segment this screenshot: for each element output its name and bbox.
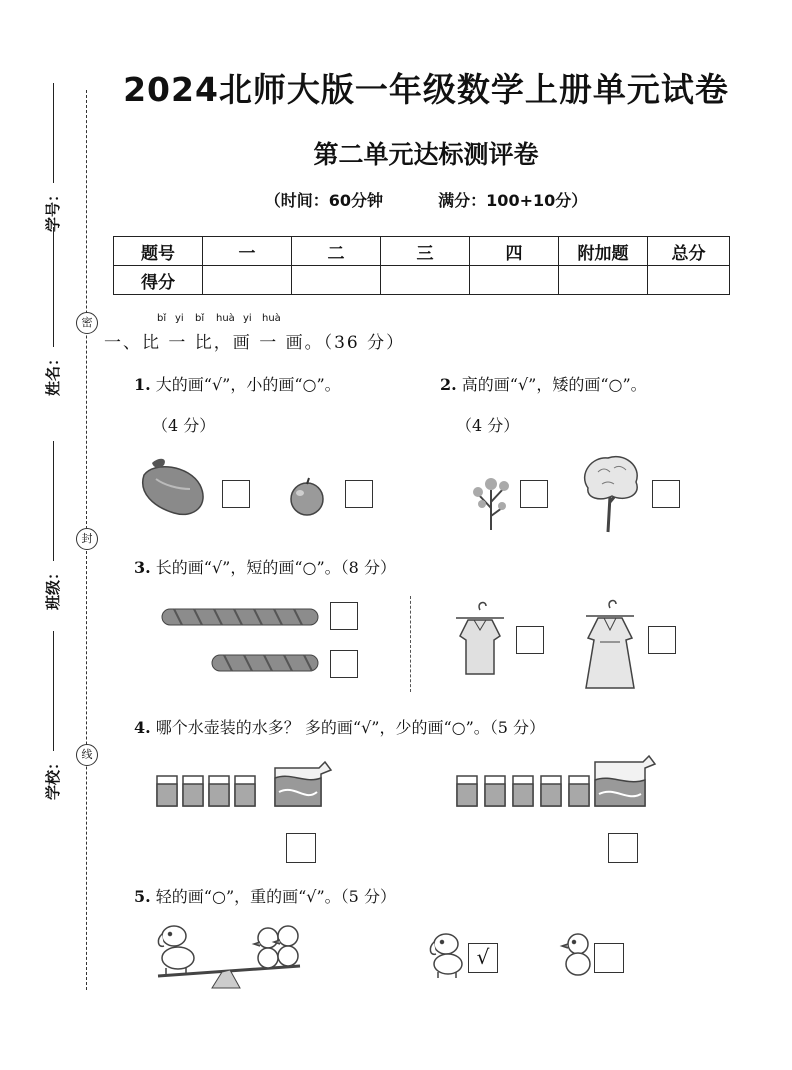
mango-image (134, 455, 210, 521)
exam-meta (0, 188, 792, 211)
score-table-score-row (114, 266, 730, 295)
pinyin-syllable: yi (243, 313, 252, 324)
divider (410, 596, 411, 692)
page-title: 2024北师大版一年级数学上册单元试卷 (123, 70, 729, 109)
question-5 (134, 884, 396, 907)
question-number: 5. (134, 887, 151, 906)
score-header-cell: 四 (470, 237, 559, 266)
answer-box[interactable] (286, 833, 316, 863)
score-header-cell: 三 (381, 237, 470, 266)
score-table-header-row (114, 237, 730, 266)
section-heading: 一、比 一 比，画 一 画。（36 分） (104, 333, 406, 353)
question-text: 大的画“√”，小的画“○”。 (155, 375, 341, 394)
student-no-field[interactable] (42, 83, 63, 232)
short-rope-image (210, 652, 320, 674)
school-label: 学校： (44, 754, 62, 800)
score-header-cell: 一 (203, 237, 292, 266)
seal-mark: 封 (76, 528, 98, 550)
name-label: 姓名： (44, 350, 62, 396)
long-dress-image (580, 598, 640, 690)
small-tree-image (468, 470, 514, 532)
answer-box[interactable] (608, 833, 638, 863)
pinyin-syllable: bǐ (195, 313, 205, 324)
apple-image (286, 476, 328, 516)
question-1-points: （4 分） (152, 416, 216, 435)
answer-box[interactable] (594, 943, 624, 973)
chick-image (560, 932, 596, 978)
question-text: 轻的画“○”，重的画“√”。（5 分） (155, 887, 396, 906)
pinyin-syllable: huà (216, 313, 235, 324)
pinyin-syllable: huà (262, 313, 281, 324)
question-number: 2. (440, 375, 457, 394)
pinyin-syllable: bǐ (157, 313, 167, 324)
page-subtitle: 第二单元达标测评卷 (313, 140, 539, 169)
question-number: 4. (134, 718, 151, 737)
score-header-cell: 题号 (114, 237, 203, 266)
full-score: 满分：100+10分） (438, 191, 588, 210)
class-label: 班级： (44, 564, 62, 610)
name-field[interactable] (42, 227, 63, 396)
cups-and-kettle-right (455, 756, 660, 810)
tall-tree-image (580, 452, 644, 534)
time-limit: （时间：60分钟 (264, 191, 384, 210)
question-2-points: （4 分） (456, 416, 520, 435)
score-cell[interactable] (381, 266, 470, 295)
seal-mark: 线 (76, 744, 98, 766)
question-1 (134, 372, 341, 395)
seal-mark: 密 (76, 312, 98, 334)
score-table (113, 236, 730, 295)
answer-box[interactable] (652, 480, 680, 508)
score-cell[interactable] (203, 266, 292, 295)
score-header-cell: 二 (292, 237, 381, 266)
score-cell[interactable] (648, 266, 730, 295)
score-header-cell: 附加题 (559, 237, 648, 266)
long-rope-image (160, 606, 320, 628)
school-field[interactable] (42, 631, 63, 800)
question-text: 长的画“√”，短的画“○”。（8 分） (155, 558, 396, 577)
answer-box-checked[interactable]: √ (468, 943, 498, 973)
answer-box[interactable] (648, 626, 676, 654)
question-number: 3. (134, 558, 151, 577)
question-text: 高的画“√”，矮的画“○”。 (461, 375, 647, 394)
answer-box[interactable] (516, 626, 544, 654)
question-2 (440, 372, 647, 395)
cups-and-kettle-left (155, 762, 335, 810)
seesaw-image (150, 920, 310, 990)
question-text: 哪个水壶装的水多？ 多的画“√”，少的画“○”。（5 分） (155, 718, 546, 737)
score-header-cell: 总分 (648, 237, 730, 266)
short-dress-image (452, 600, 508, 678)
score-cell[interactable] (559, 266, 648, 295)
question-3 (134, 555, 396, 578)
class-field[interactable] (42, 441, 63, 610)
answer-box[interactable] (330, 650, 358, 678)
student-no-label: 学号： (44, 186, 62, 232)
score-cell[interactable] (292, 266, 381, 295)
answer-box[interactable] (222, 480, 250, 508)
question-4 (134, 715, 545, 738)
answer-box[interactable] (520, 480, 548, 508)
answer-box[interactable] (345, 480, 373, 508)
score-row-label: 得分 (114, 266, 203, 295)
answer-box[interactable] (330, 602, 358, 630)
score-cell[interactable] (470, 266, 559, 295)
question-number: 1. (134, 375, 151, 394)
pinyin-syllable: yi (175, 313, 184, 324)
puppy-image (428, 930, 468, 980)
